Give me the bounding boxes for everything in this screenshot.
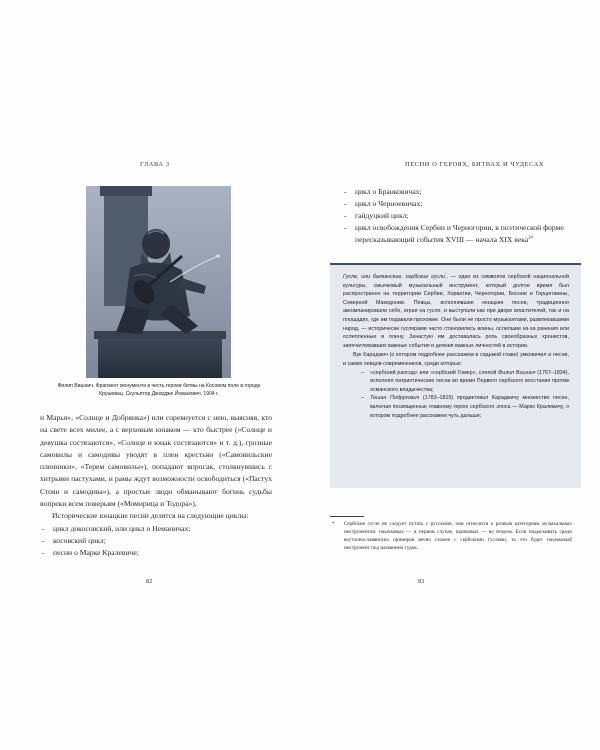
list-item: - цикл докосовский, или цикл о Неманичах; (40, 523, 272, 535)
footnote-ref: * (445, 272, 447, 277)
list-item: - цикл о Бранковичах; (342, 186, 570, 198)
list-item: - косовский цикл; (40, 535, 272, 547)
item-pre: «сербский рапсод» или «сербский Гомер», слепой (370, 369, 499, 376)
list-item (361, 394, 569, 420)
list-item (361, 369, 569, 395)
photo-caption: Филип Вишнич. Фрагмент монумента в честь героев битвы на Косовом поле в городе Крушевац. Скульптор Джордже Йованович. 1904 г. (57, 383, 261, 398)
page-number: 83 (418, 578, 425, 585)
list-item: - песни о Марке Кралевиче; (40, 547, 272, 559)
list-item-text: цикл освобождения Сербии и Черногории, в поэтической форме пересказывающий события XVIII — начала XIX века (355, 223, 564, 245)
monument-illustration (86, 186, 231, 378)
cycle-list (40, 523, 272, 560)
right-cycle-list-block (342, 186, 570, 246)
page-number: 82 (146, 578, 153, 585)
item-name: Тешан Подругович (370, 395, 420, 402)
box-text-rest: , — один из символов сербской национальной культуры, смычковый музыкальный инструмент, который долгое время был распространен на территории Сербии, Хорватии, Черногории, Боснии и Герцеговины, Северной Македонии. Певцы, исполнявшие юнацкие песни, традиционно аккомпанировали себе, играя на гусле, и выступали как при дворе властителей, так и на площадях, где им подавали прохожие. Они были не просто музыкантами, развлекавшими народ, — исторически гуслярами часто становились воины, ослепшие из-за ранения или ослепленные в плену. Зачастую им доставалась роль своеобразных хронистов, запечатлевавших важные события и деяния важных личностей в истории. (343, 274, 569, 349)
box-paragraph (343, 273, 569, 350)
monument-photo (86, 186, 231, 378)
list-item (342, 222, 570, 246)
item-post: (1767–1834), исполнял патриотические песни во время Первого сербского восстания против османского владычества; (370, 369, 570, 393)
singer-list (361, 369, 569, 421)
item-post: (1783–1815) продиктовал Караджичу множество песен, включая посвященные главному герою сербского эпоса — Марко Кралевичу, о котором подробнее расскажем чуть дальше; (370, 395, 569, 419)
list-item: - цикл о Черноевичах; (342, 198, 570, 210)
item-name: Филип Вишнич (498, 369, 536, 376)
footnote (332, 520, 572, 552)
paragraph: и Марья», «Солнце и Добрянка») или соревнуется с нею, выясняя, кто на свете всех милее, а с верховым юнаком — кто быстрее («Солнце и девушка состязаются», «Солнце и юнак состязаются» и т. д.), грозные самовилы и самодивы уводят в плен крестьян («Самовильские пленники», «Терем самовилы»), попадают впросак, столкнувшись с хитрыми пастухами, и рамы ждут возможности освободиться («Пастух Стоян и самодива»), а простые люди обманывают богинь судьбы вопреки всем поверьям («Момирица и Тодора»). (40, 413, 272, 509)
paragraph: Исторические юнацкие песни делятся на следующие циклы: (52, 511, 249, 521)
cycle-list (342, 186, 570, 246)
note-marker: 28 (528, 234, 533, 240)
sidebar-box-text (343, 273, 569, 420)
footnote-text: Сербские гусле не следует путать с русскими, они относятся к разным категориям музыкальных инструментов: смычковых — в первом случае, щипковых — во втором. Если подыскивать среди восточнославянских примеров вечно схожее с сербскими гуслями, то это будет смычковый инструмент под названием гудок. (344, 521, 572, 552)
right-page (300, 0, 600, 750)
right-running-head: ПЕСНИ О ГЕРОЯХ, БИТВАХ И ЧУДЕСАХ (405, 161, 545, 168)
footnote-divider (330, 516, 364, 517)
left-body (40, 412, 272, 560)
left-running-head: ГЛАВА 3 (140, 161, 170, 168)
box-term: Гусле, или балканские, сербские гусли (343, 274, 446, 280)
footnote-marker: * (332, 521, 335, 527)
list-item: - гайдуцкий цикл; (342, 210, 570, 222)
box-paragraph: Вук Караджич (о котором подробнее расскажем в седьмой главе) умковичил и песни, и самих певцов-современников, среди которых: (343, 352, 569, 367)
